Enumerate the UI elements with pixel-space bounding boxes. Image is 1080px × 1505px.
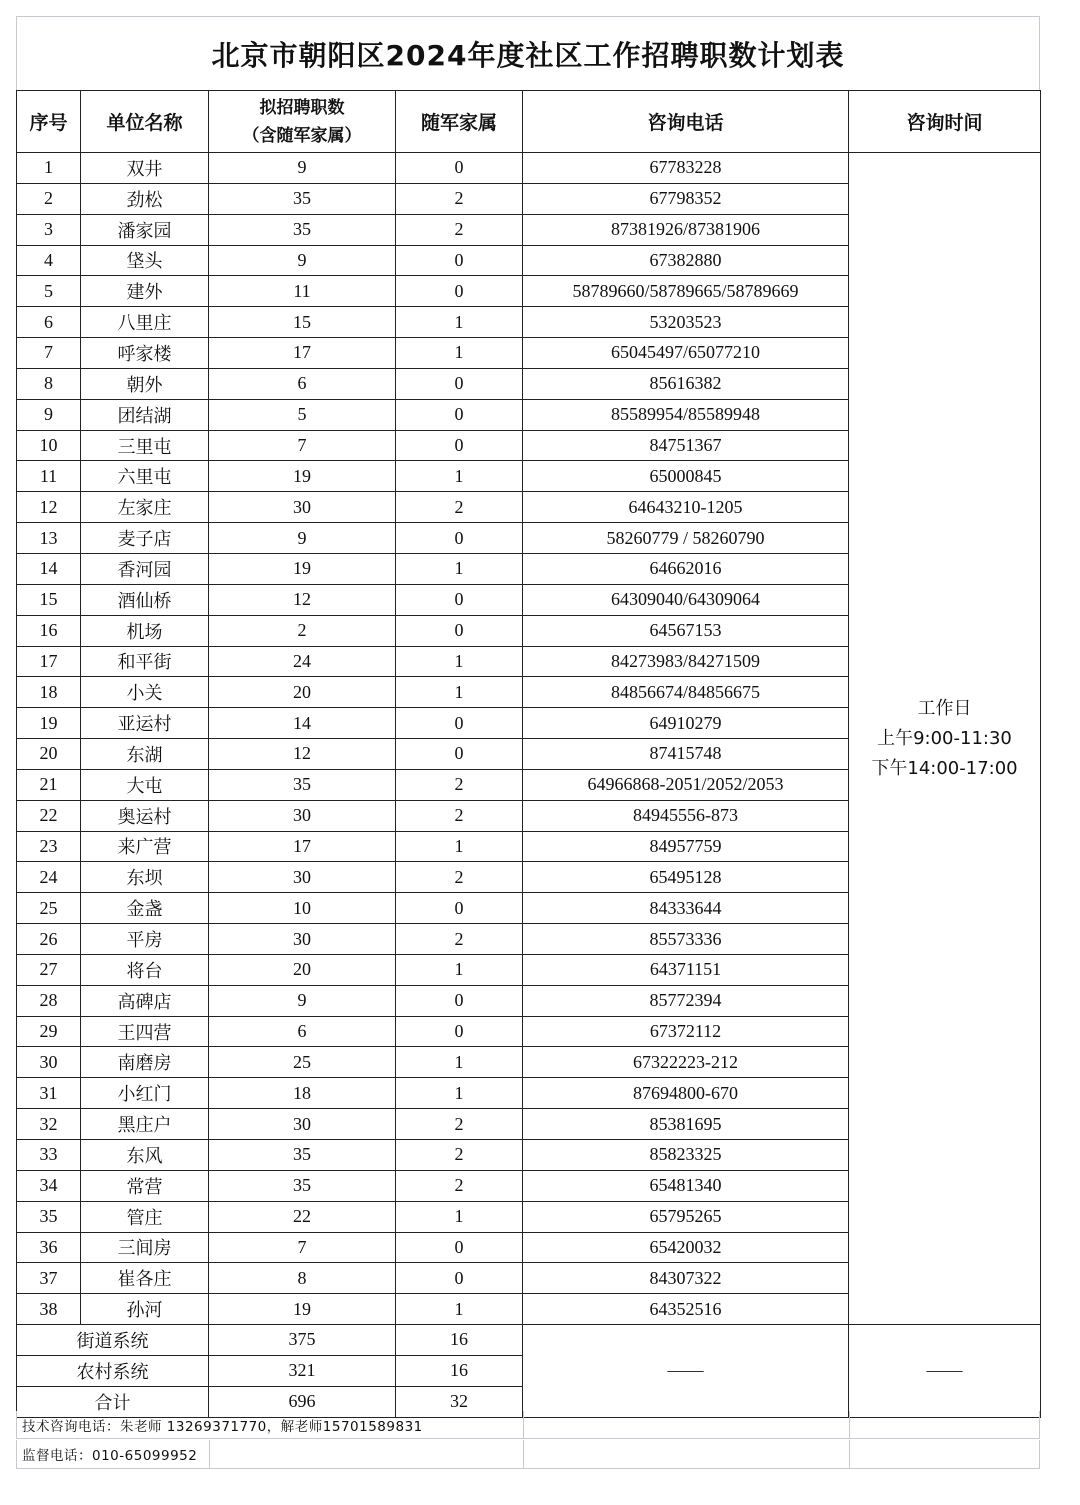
cell-unit-name: 麦子店	[81, 523, 209, 554]
cell-seq: 17	[17, 646, 81, 677]
cell-phone: 84957759	[523, 831, 849, 862]
cell-military: 1	[396, 1201, 523, 1232]
cell-military: 0	[396, 430, 523, 461]
footer-tech-row	[16, 1411, 1040, 1439]
header-seq: 序号	[17, 91, 81, 153]
cell-phone: 85573336	[523, 924, 849, 955]
cell-planned: 10	[209, 893, 396, 924]
cell-military: 2	[396, 862, 523, 893]
cell-phone: 84751367	[523, 430, 849, 461]
cell-seq: 2	[17, 183, 81, 214]
cell-planned: 35	[209, 769, 396, 800]
cell-unit-name: 东风	[81, 1140, 209, 1171]
cell-phone: 85616382	[523, 368, 849, 399]
cell-seq: 19	[17, 708, 81, 739]
cell-military: 2	[396, 800, 523, 831]
cell-military: 0	[396, 708, 523, 739]
header-row	[17, 91, 1041, 153]
cell-phone: 64643210-1205	[523, 492, 849, 523]
header-planned-line2: （含随军家属）	[242, 125, 362, 146]
cell-military: 0	[396, 245, 523, 276]
summary-row	[17, 1325, 1041, 1356]
cell-unit-name: 三间房	[81, 1232, 209, 1263]
cell-planned: 9	[209, 245, 396, 276]
cell-phone: 84945556-873	[523, 800, 849, 831]
cell-seq: 16	[17, 615, 81, 646]
cell-seq: 8	[17, 368, 81, 399]
cell-military: 0	[396, 739, 523, 770]
header-phone: 咨询电话	[523, 91, 849, 153]
cell-unit-name: 孙河	[81, 1294, 209, 1325]
cell-planned: 15	[209, 307, 396, 338]
cell-unit-name: 香河园	[81, 553, 209, 584]
cell-military: 0	[396, 985, 523, 1016]
cell-unit-name: 和平街	[81, 646, 209, 677]
header-military: 随军家属	[396, 91, 523, 153]
cell-phone: 65495128	[523, 862, 849, 893]
cell-seq: 1	[17, 153, 81, 184]
cell-military: 0	[396, 523, 523, 554]
cell-planned: 19	[209, 461, 396, 492]
cell-seq: 28	[17, 985, 81, 1016]
cell-unit-name: 潘家园	[81, 214, 209, 245]
cell-seq: 37	[17, 1263, 81, 1294]
cell-phone: 58789660/58789665/58789669	[523, 276, 849, 307]
cell-unit-name: 黑庄户	[81, 1109, 209, 1140]
footer-divider	[523, 1411, 524, 1438]
consult-time-line1: 工作日	[917, 697, 972, 719]
cell-unit-name: 小关	[81, 677, 209, 708]
cell-phone: 64309040/64309064	[523, 584, 849, 615]
footer-divider	[209, 1440, 210, 1468]
cell-military: 1	[396, 553, 523, 584]
cell-planned: 11	[209, 276, 396, 307]
cell-phone: 65000845	[523, 461, 849, 492]
cell-unit-name: 团结湖	[81, 399, 209, 430]
cell-military: 0	[396, 399, 523, 430]
cell-military: 1	[396, 646, 523, 677]
cell-military: 0	[396, 153, 523, 184]
cell-planned: 30	[209, 492, 396, 523]
cell-phone: 85772394	[523, 985, 849, 1016]
cell-planned: 20	[209, 954, 396, 985]
cell-military: 1	[396, 831, 523, 862]
cell-seq: 5	[17, 276, 81, 307]
cell-unit-name: 建外	[81, 276, 209, 307]
table-body	[17, 153, 1041, 1418]
cell-planned: 14	[209, 708, 396, 739]
cell-phone: 53203523	[523, 307, 849, 338]
cell-planned: 6	[209, 368, 396, 399]
cell-planned: 5	[209, 399, 396, 430]
cell-military: 0	[396, 368, 523, 399]
cell-seq: 27	[17, 954, 81, 985]
cell-unit-name: 金盏	[81, 893, 209, 924]
cell-phone: 84856674/84856675	[523, 677, 849, 708]
cell-phone: 64910279	[523, 708, 849, 739]
cell-unit-name: 王四营	[81, 1016, 209, 1047]
cell-phone: 85823325	[523, 1140, 849, 1171]
cell-phone: 67798352	[523, 183, 849, 214]
cell-seq: 32	[17, 1109, 81, 1140]
consult-time-line2: 上午9:00-11:30	[877, 727, 1012, 749]
cell-seq: 30	[17, 1047, 81, 1078]
cell-unit-name: 平房	[81, 924, 209, 955]
cell-phone: 67372112	[523, 1016, 849, 1047]
cell-military: 1	[396, 677, 523, 708]
cell-unit-name: 呼家楼	[81, 338, 209, 369]
cell-military: 2	[396, 924, 523, 955]
cell-military: 1	[396, 338, 523, 369]
cell-unit-name: 劲松	[81, 183, 209, 214]
cell-unit-name: 南磨房	[81, 1047, 209, 1078]
summary-label: 合计	[17, 1386, 209, 1417]
cell-phone: 64371151	[523, 954, 849, 985]
cell-planned: 30	[209, 862, 396, 893]
cell-seq: 26	[17, 924, 81, 955]
cell-seq: 36	[17, 1232, 81, 1263]
cell-phone: 67322223-212	[523, 1047, 849, 1078]
cell-planned: 35	[209, 1170, 396, 1201]
cell-seq: 21	[17, 769, 81, 800]
cell-phone: 64966868-2051/2052/2053	[523, 769, 849, 800]
cell-planned: 22	[209, 1201, 396, 1232]
cell-phone: 58260779 / 58260790	[523, 523, 849, 554]
cell-planned: 9	[209, 523, 396, 554]
cell-seq: 34	[17, 1170, 81, 1201]
summary-label: 街道系统	[17, 1325, 209, 1356]
cell-military: 2	[396, 492, 523, 523]
cell-seq: 13	[17, 523, 81, 554]
cell-phone: 65045497/65077210	[523, 338, 849, 369]
summary-phone-dash: ——	[523, 1325, 849, 1418]
summary-military: 16	[396, 1325, 523, 1356]
consult-time-line3: 下午14:00-17:00	[871, 757, 1018, 779]
header-planned-line1: 拟招聘职数	[259, 97, 345, 118]
cell-phone: 65420032	[523, 1232, 849, 1263]
cell-planned: 18	[209, 1078, 396, 1109]
cell-military: 1	[396, 1047, 523, 1078]
cell-seq: 24	[17, 862, 81, 893]
cell-unit-name: 崔各庄	[81, 1263, 209, 1294]
summary-planned: 321	[209, 1355, 396, 1386]
cell-unit-name: 奥运村	[81, 800, 209, 831]
footer-divider	[849, 1411, 850, 1438]
cell-planned: 30	[209, 800, 396, 831]
cell-unit-name: 东坝	[81, 862, 209, 893]
summary-military: 32	[396, 1386, 523, 1417]
cell-planned: 20	[209, 677, 396, 708]
cell-unit-name: 东湖	[81, 739, 209, 770]
cell-military: 2	[396, 769, 523, 800]
cell-phone: 64352516	[523, 1294, 849, 1325]
cell-phone: 84307322	[523, 1263, 849, 1294]
cell-phone: 67783228	[523, 153, 849, 184]
cell-seq: 6	[17, 307, 81, 338]
cell-unit-name: 高碑店	[81, 985, 209, 1016]
footer-divider	[523, 1440, 524, 1468]
summary-planned: 696	[209, 1386, 396, 1417]
recruitment-sheet	[16, 16, 1040, 1418]
cell-military: 2	[396, 183, 523, 214]
footer-divider	[849, 1440, 850, 1468]
recruitment-table	[16, 90, 1041, 1418]
header-unit: 单位名称	[81, 91, 209, 153]
summary-military: 16	[396, 1355, 523, 1386]
cell-planned: 9	[209, 985, 396, 1016]
cell-unit-name: 八里庄	[81, 307, 209, 338]
summary-planned: 375	[209, 1325, 396, 1356]
summary-time-dash: ——	[849, 1325, 1041, 1418]
cell-unit-name: 机场	[81, 615, 209, 646]
cell-planned: 17	[209, 338, 396, 369]
cell-military: 0	[396, 1263, 523, 1294]
cell-unit-name: 亚运村	[81, 708, 209, 739]
summary-label: 农村系统	[17, 1355, 209, 1386]
header-time: 咨询时间	[849, 91, 1041, 153]
cell-planned: 35	[209, 214, 396, 245]
cell-military: 0	[396, 615, 523, 646]
cell-unit-name: 管庄	[81, 1201, 209, 1232]
cell-phone: 64662016	[523, 553, 849, 584]
cell-military: 2	[396, 1109, 523, 1140]
cell-planned: 7	[209, 430, 396, 461]
cell-military: 0	[396, 584, 523, 615]
cell-planned: 9	[209, 153, 396, 184]
cell-seq: 4	[17, 245, 81, 276]
cell-phone: 65795265	[523, 1201, 849, 1232]
cell-planned: 2	[209, 615, 396, 646]
cell-military: 0	[396, 893, 523, 924]
cell-planned: 12	[209, 584, 396, 615]
cell-planned: 24	[209, 646, 396, 677]
cell-unit-name: 双井	[81, 153, 209, 184]
title-box	[16, 16, 1040, 90]
cell-phone: 67382880	[523, 245, 849, 276]
cell-seq: 18	[17, 677, 81, 708]
header-planned	[209, 91, 396, 153]
cell-planned: 30	[209, 1109, 396, 1140]
cell-phone: 84333644	[523, 893, 849, 924]
cell-military: 2	[396, 214, 523, 245]
cell-planned: 12	[209, 739, 396, 770]
cell-seq: 10	[17, 430, 81, 461]
cell-unit-name: 酒仙桥	[81, 584, 209, 615]
cell-planned: 25	[209, 1047, 396, 1078]
cell-planned: 6	[209, 1016, 396, 1047]
cell-unit-name: 朝外	[81, 368, 209, 399]
cell-planned: 17	[209, 831, 396, 862]
cell-unit-name: 三里屯	[81, 430, 209, 461]
cell-military: 1	[396, 1294, 523, 1325]
cell-seq: 3	[17, 214, 81, 245]
cell-seq: 35	[17, 1201, 81, 1232]
cell-seq: 22	[17, 800, 81, 831]
cell-phone: 85589954/85589948	[523, 399, 849, 430]
cell-planned: 35	[209, 183, 396, 214]
cell-unit-name: 垡头	[81, 245, 209, 276]
cell-seq: 33	[17, 1140, 81, 1171]
cell-seq: 14	[17, 553, 81, 584]
cell-planned: 8	[209, 1263, 396, 1294]
cell-unit-name: 大屯	[81, 769, 209, 800]
cell-seq: 38	[17, 1294, 81, 1325]
cell-planned: 19	[209, 553, 396, 584]
cell-seq: 11	[17, 461, 81, 492]
cell-military: 1	[396, 461, 523, 492]
cell-unit-name: 六里屯	[81, 461, 209, 492]
cell-phone: 84273983/84271509	[523, 646, 849, 677]
cell-seq: 12	[17, 492, 81, 523]
cell-military: 1	[396, 954, 523, 985]
cell-planned: 30	[209, 924, 396, 955]
cell-military: 2	[396, 1140, 523, 1171]
cell-unit-name: 将台	[81, 954, 209, 985]
cell-phone: 87694800-670	[523, 1078, 849, 1109]
cell-phone: 65481340	[523, 1170, 849, 1201]
tech-contact: 技术咨询电话：朱老师 13269371770，解老师15701589831	[22, 1419, 423, 1435]
cell-unit-name: 常营	[81, 1170, 209, 1201]
cell-military: 1	[396, 307, 523, 338]
cell-military: 0	[396, 1232, 523, 1263]
cell-seq: 20	[17, 739, 81, 770]
cell-phone: 87381926/87381906	[523, 214, 849, 245]
table-row	[17, 153, 1041, 184]
cell-seq: 25	[17, 893, 81, 924]
cell-phone: 87415748	[523, 739, 849, 770]
cell-seq: 7	[17, 338, 81, 369]
cell-seq: 23	[17, 831, 81, 862]
cell-unit-name: 左家庄	[81, 492, 209, 523]
cell-seq: 29	[17, 1016, 81, 1047]
cell-military: 0	[396, 1016, 523, 1047]
cell-seq: 15	[17, 584, 81, 615]
cell-phone: 64567153	[523, 615, 849, 646]
cell-unit-name: 小红门	[81, 1078, 209, 1109]
cell-seq: 31	[17, 1078, 81, 1109]
cell-seq: 9	[17, 399, 81, 430]
consult-time-cell	[849, 153, 1041, 1325]
page-title: 北京市朝阳区2024年度社区工作招聘职数计划表	[211, 38, 845, 72]
cell-military: 1	[396, 1078, 523, 1109]
cell-planned: 35	[209, 1140, 396, 1171]
cell-unit-name: 来广营	[81, 831, 209, 862]
cell-planned: 19	[209, 1294, 396, 1325]
footer-supervise-row	[16, 1440, 1040, 1469]
supervise-contact: 监督电话：010-65099952	[22, 1448, 198, 1464]
cell-planned: 7	[209, 1232, 396, 1263]
cell-military: 2	[396, 1170, 523, 1201]
cell-phone: 85381695	[523, 1109, 849, 1140]
cell-military: 0	[396, 276, 523, 307]
